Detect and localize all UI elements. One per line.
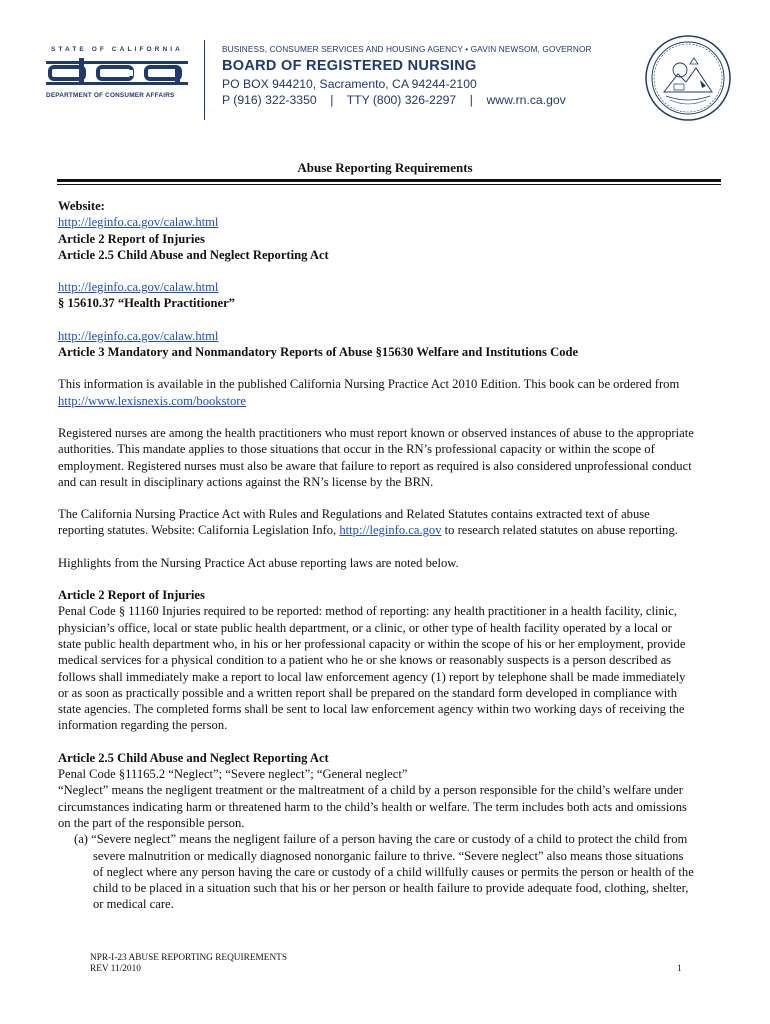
agency-block [222,44,592,107]
lexisnexis-link[interactable]: http://www.lexisnexis.com/bookstore [58,393,247,408]
title-rule [57,179,721,182]
paragraph-mandate: Registered nurses are among the health practitioners who must report known or observed instances of abuse to the appropriate authorities. This mandate applies to those situations that occur in the RN’s professional capacity or within the scope of employment. Registered nurses must also be aware that failure to report as required is also considered unprofessional conduct and can result in disciplinary actions against the RN’s license by the BRN. [58,425,694,489]
header-divider [204,40,205,120]
phone-number: P (916) 322-3350 [222,93,317,107]
tty-number: TTY (800) 326-2297 [346,93,457,107]
board-name: BOARD OF REGISTERED NURSING [222,58,477,74]
article-3-ref: Article 3 Mandatory and Nonmandatory Reports of Abuse §15630 Welfare and Institutions Code [58,345,579,360]
dca-logo-mark [46,58,188,88]
neglect-definition: “Neglect” means the negligent treatment or the maltreatment of a child by a person responsible for the child’s welfare under circumstances indicating harm or threatened harm to the child’s health or welfare. The term includes both acts and omissions on the part of the responsible person. [58,783,687,830]
page-number: 1 [677,964,682,974]
leginfo-link-4[interactable]: http://leginfo.ca.gov [339,523,442,538]
separator: | [330,93,334,107]
agency-line: BUSINESS, CONSUMER SERVICES AND HOUSING AGENCY • GAVIN NEWSOM, GOVERNOR [222,44,592,54]
separator: | [469,93,473,107]
section-body-injuries: Penal Code § 11160 Injuries required to be reported: method of reporting: any health practitioner in a health facility, clinic, physician’s office, local or state public health department, or a clinic, or other type of health facility operated by a local or state public health department who, in his or her professional capacity or within the scope of his or her employment, provide medical services for a physical condition to a patient who he or she knows or reasonably suspects is a person described as follows shall immediately make a report to local law enforcement agency (1) report by telephone shall be made immediately or as soon as practically possible and a written report shall be prepared on the standard form developed in compliance with state agencies. The completed forms shall be sent to local law enforcement agency within two working days of receiving the information regarding the person. [58,604,686,733]
state-of-california-text: STATE OF CALIFORNIA [51,46,183,53]
section-heading-child-abuse: Article 2.5 Child Abuse and Neglect Reporting Act [58,750,329,765]
title-rule-thin [57,184,721,185]
document-body [58,198,694,913]
statutes-tail: to research related statutes on abuse reporting. [441,523,678,538]
footer [90,953,287,975]
website-link[interactable]: www.rn.ca.gov [486,93,566,107]
severe-neglect-item: (a) “Severe neglect” means the negligent failure of a person having the care or custody of a child to protect the child from severe malnutrition or medically diagnosed nonorganic failure to thrive. “Severe neglect” also means those situations of neglect where any person having the care or custody of a child willfully causes or permits the person or health of the child to be placed in a situation such that his or her person or health failure to provide adequate food, clothing, shelter, or medical care. [74,832,694,912]
letterhead [0,0,770,130]
paragraph-statutes [58,506,694,539]
statutes-text: The California Nursing Practice Act with Rules and Regulations and Related Statutes contains extracted text of abuse reporting statutes. Website: California Legislation Info, [58,507,650,538]
state-seal-icon [644,34,732,122]
article-2-ref: Article 2 Report of Injuries [58,231,205,246]
document-title: Abuse Reporting Requirements [297,160,473,175]
form-id: NPR-I-23 ABUSE REPORTING REQUIREMENTS [90,953,288,963]
leginfo-link-1[interactable]: http://leginfo.ca.gov/calaw.html [58,215,219,230]
revision-date: REV 11/2010 [90,964,141,974]
article-2-5-ref: Article 2.5 Child Abuse and Neglect Reporting Act [58,247,329,262]
mailing-address: PO BOX 944210, Sacramento, CA 94244-2100 [222,77,477,91]
leginfo-link-2[interactable]: http://leginfo.ca.gov/calaw.html [58,280,219,295]
paragraph-highlights: Highlights from the Nursing Practice Act abuse reporting laws are noted below. [58,555,459,570]
leginfo-link-3[interactable]: http://leginfo.ca.gov/calaw.html [58,328,219,343]
department-name: DEPARTMENT OF CONSUMER AFFAIRS [46,92,175,99]
dca-logo [46,46,188,99]
paragraph-availability [58,376,694,409]
neglect-code-line: Penal Code §11165.2 “Neglect”; “Severe neglect”; “General neglect” [58,767,408,782]
website-label: Website: [58,199,105,213]
availability-text: This information is available in the published California Nursing Practice Act 2010 Edition. This book can be ordered from [58,377,680,392]
section-heading-injuries: Article 2 Report of Injuries [58,588,205,603]
health-practitioner-ref: § 15610.37 “Health Practitioner” [58,296,235,311]
contact-line [222,93,592,107]
